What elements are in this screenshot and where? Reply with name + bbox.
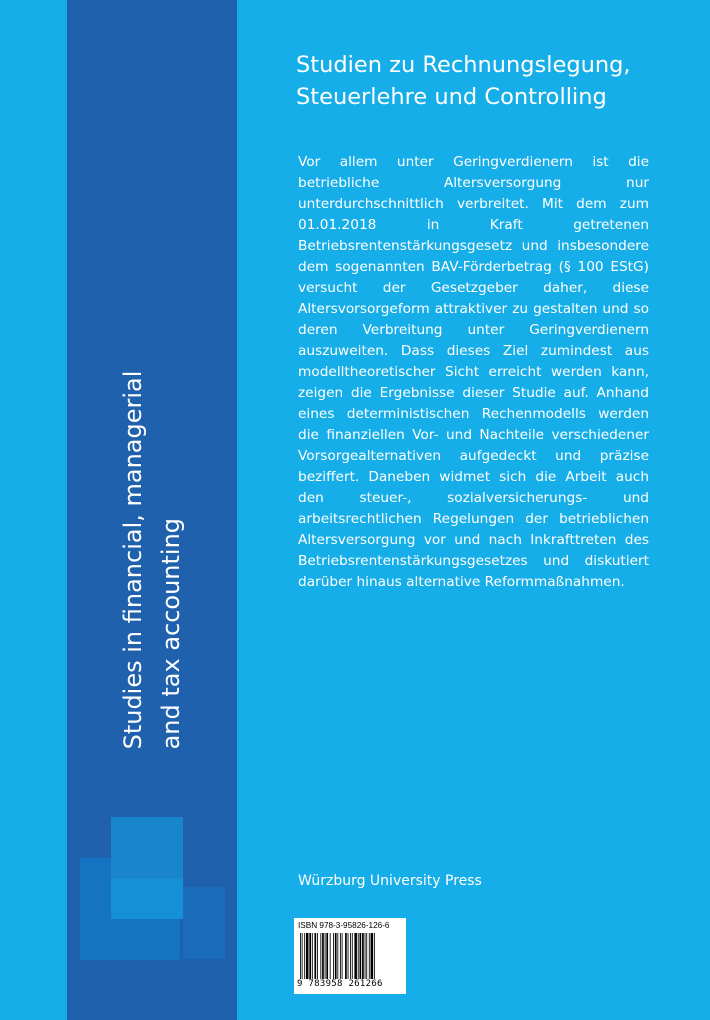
- barcode-bar: [312, 933, 313, 979]
- publisher-name: Würzburg University Press: [298, 873, 482, 889]
- isbn-barcode: [294, 918, 406, 994]
- decorative-square: [111, 817, 183, 879]
- barcode-bar: [330, 933, 331, 979]
- decorative-square: [183, 887, 225, 959]
- barcode-bar: [358, 933, 359, 979]
- barcode-bar: [300, 933, 301, 979]
- barcode-bar: [326, 933, 328, 979]
- barcode-bar: [306, 933, 309, 979]
- barcode-bar: [309, 933, 311, 979]
- barcode-bar: [352, 933, 353, 979]
- barcode-bar: [366, 933, 367, 979]
- barcode-bar: [342, 933, 343, 979]
- barcode-bar: [304, 933, 305, 979]
- barcode-bar: [348, 933, 349, 979]
- isbn-label: ISBN 978-3-95826-126-6: [298, 921, 390, 930]
- barcode-bar: [374, 933, 375, 979]
- barcode-bar: [340, 933, 341, 979]
- barcode-bar: [325, 933, 326, 979]
- blurb-text: Vor allem unter Geringverdienern ist die betriebliche Altersversorgung nur unterdurchschnittlich verbreitet. Mit dem zum 01.01.2018 in Kraft getretenen Betriebsrentenstärkungsgesetz und insbesondere dem sogenannten BAV-Förderbetrag (§ 100 EStG) versucht der Gesetzgeber daher, diese Altersvorsorgeform attraktiver zu gestalten und so deren Verbreitung unter Geringverdienern auszuweiten. Dass dieses Ziel zumindest aus modelltheoretischer Sicht erreicht werden kann, zeigen die Ergebnisse dieser Studie auf. Anhand eines deterministischen Rechenmodells werden die finanziellen Vor- und Nachteile verschiedener Vorsorgealternativen aufgedeckt und präzise beziffert. Daneben widmet sich die Arbeit auch den steuer-, sozialversicherungs- und arbeitsrechtlichen Regelungen der betrieblichen Altersversorgung vor und nach Inkrafttreten des Betriebsrentenstärkungsgesetzes und diskutiert darüber hinaus alternative Reformmaßnahmen.: [298, 154, 649, 590]
- barcode-bar: [354, 933, 357, 979]
- barcode-bar: [314, 933, 316, 979]
- barcode-bar: [371, 933, 374, 979]
- barcode-bar: [333, 933, 334, 979]
- barcode-bar: [320, 933, 321, 979]
- barcode-digits: 9 783958 261266: [297, 979, 383, 989]
- barcode-bar: [335, 933, 337, 979]
- series-english-title: [114, 371, 190, 750]
- barcode-bar: [317, 933, 318, 979]
- barcode-bars: [300, 933, 400, 979]
- barcode-bar: [362, 933, 364, 979]
- series-english-title-line1: Studies in financial, managerial: [119, 370, 147, 750]
- barcode-bar: [302, 933, 303, 979]
- series-title-line2: Steuerlehre und Controlling: [296, 84, 607, 110]
- barcode-bar: [345, 933, 347, 979]
- decorative-square: [111, 879, 183, 919]
- barcode-bar: [337, 933, 338, 979]
- barcode-bar: [365, 933, 366, 979]
- barcode-bar: [360, 933, 362, 979]
- series-english-title-line2: and tax accounting: [157, 517, 185, 750]
- barcode-bar: [350, 933, 351, 979]
- series-title-line1: Studien zu Rechnungslegung,: [296, 52, 631, 78]
- barcode-bar: [322, 933, 324, 979]
- series-title: [296, 49, 676, 113]
- barcode-bar: [369, 933, 370, 979]
